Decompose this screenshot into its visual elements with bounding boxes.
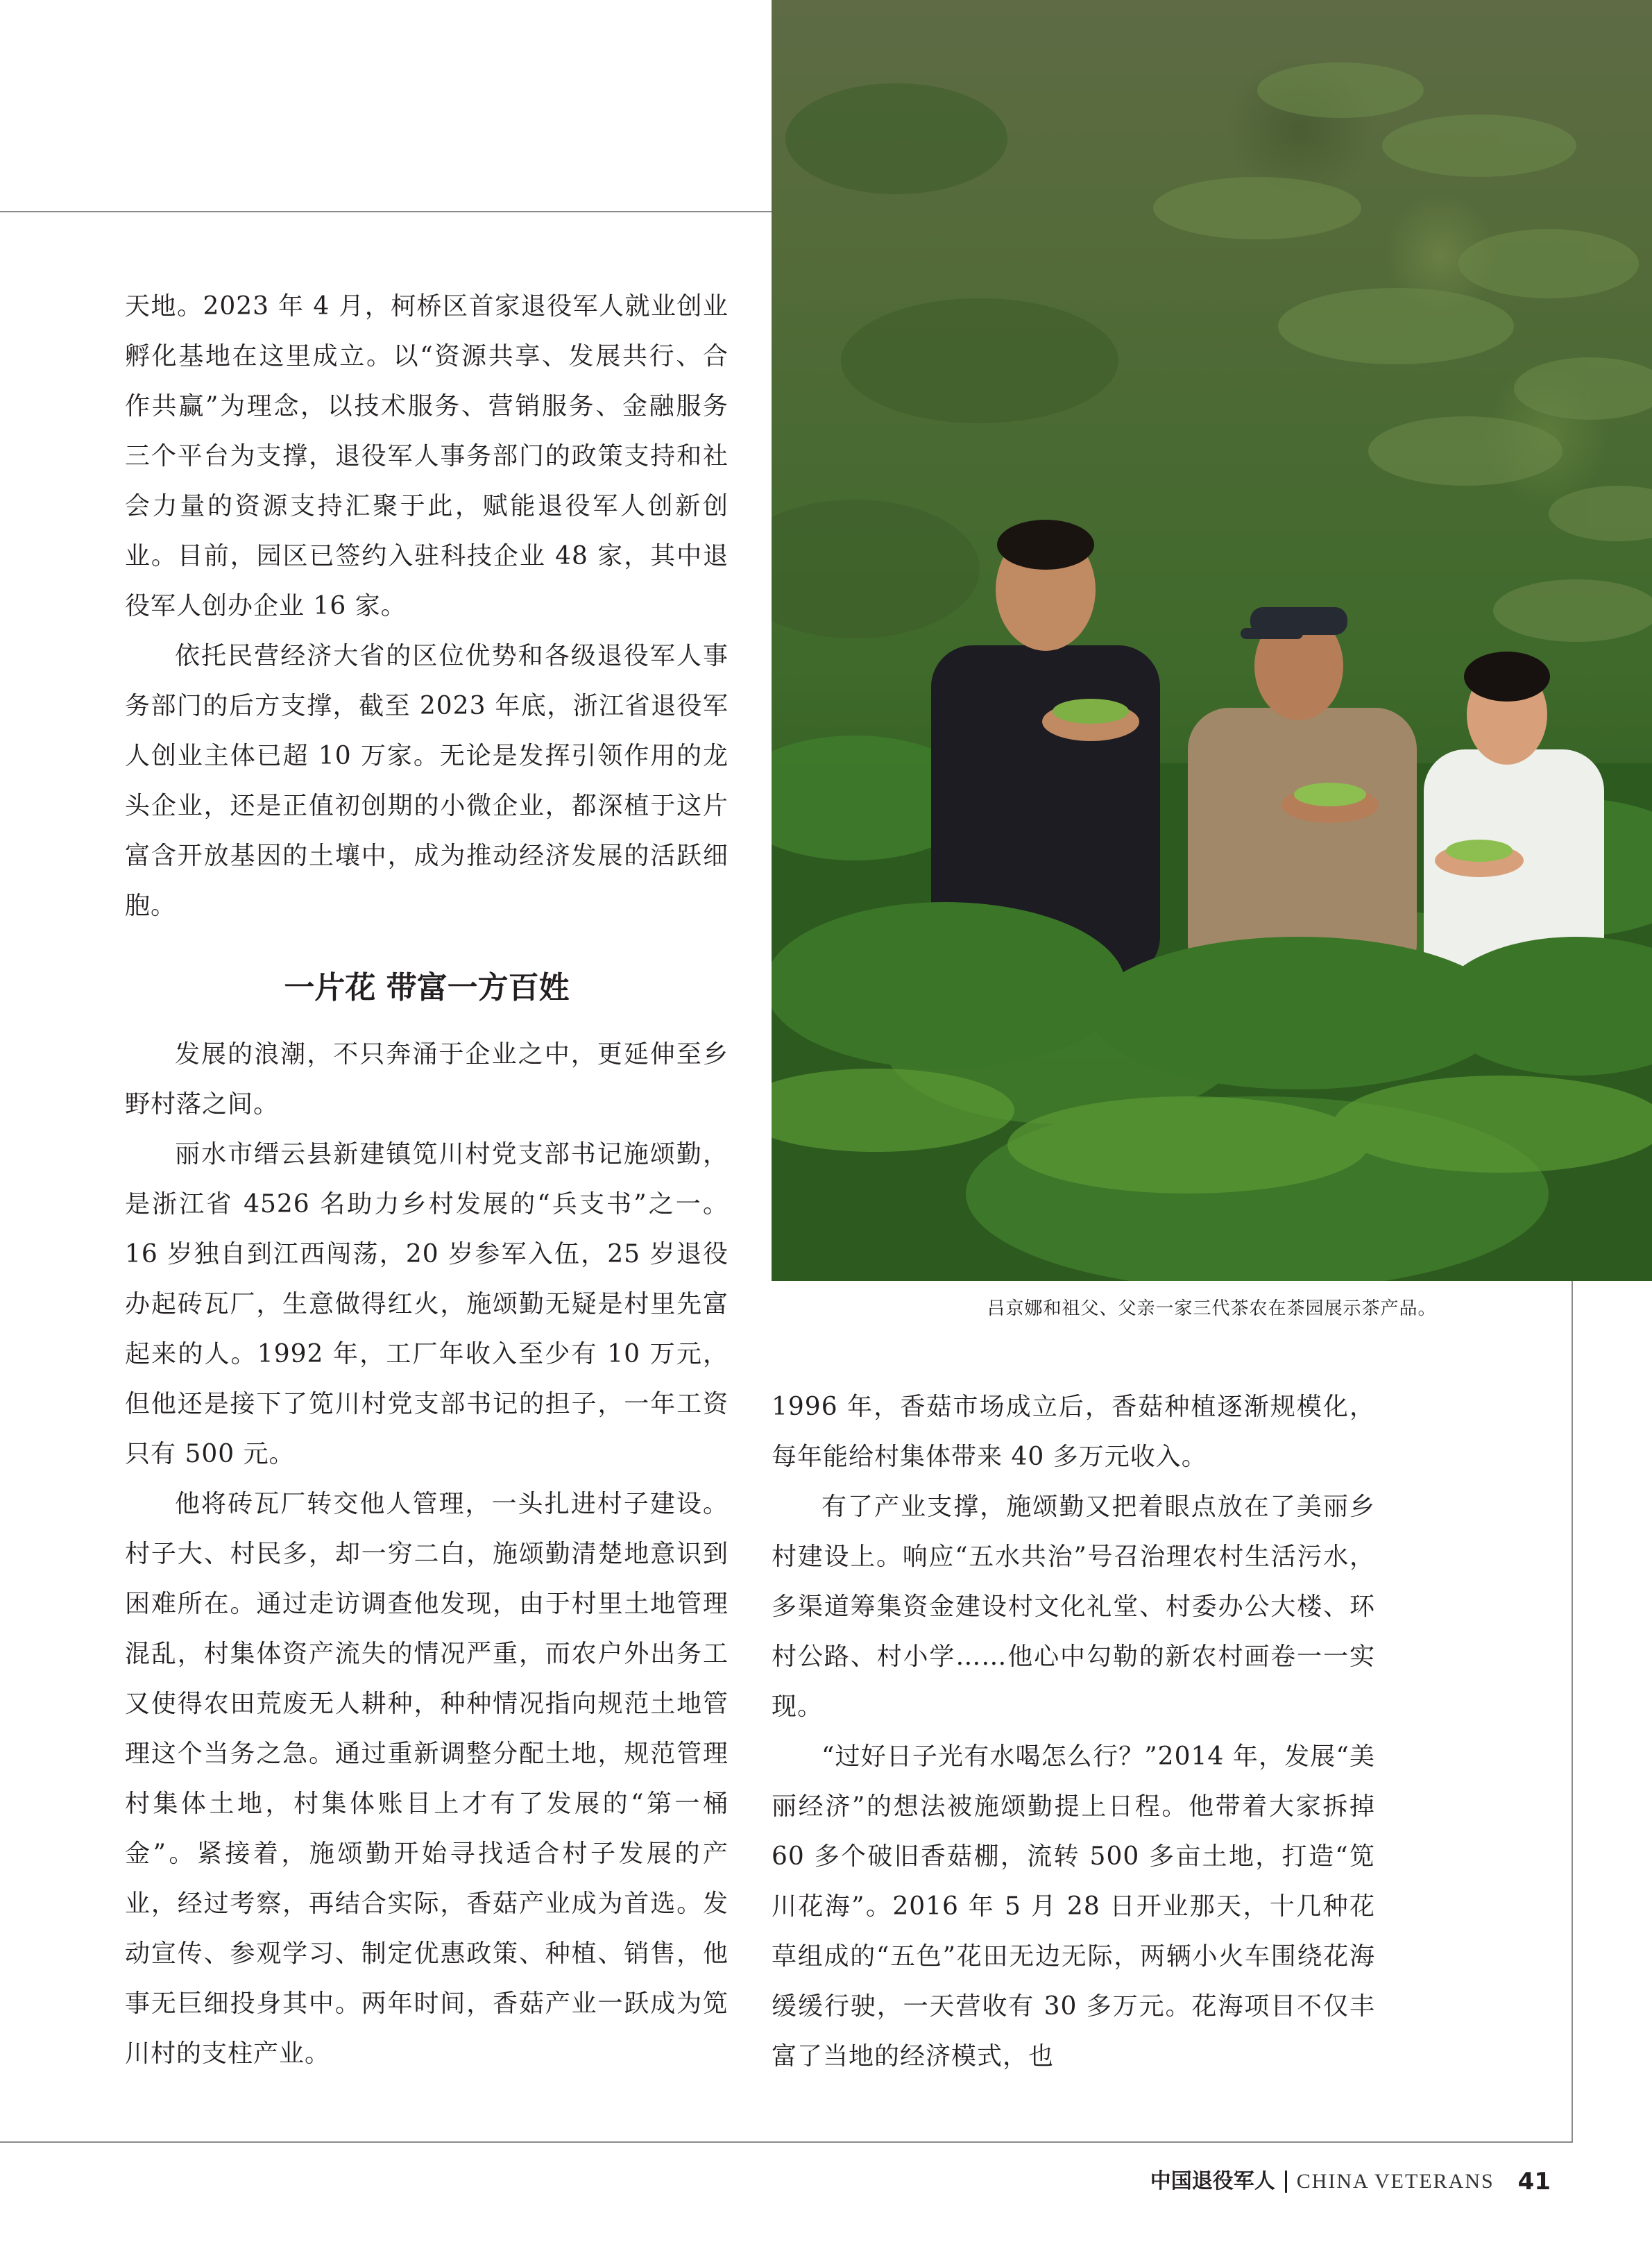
footer-separator: [1285, 2171, 1287, 2193]
paragraph: 有了产业支撑，施颂勤又把着眼点放在了美丽乡村建设上。响应“五水共治”号召治理农村生活污水，多渠道筹集资金建设村文化礼堂、村委办公大楼、环村公路、村小学……他心中勾勒的新农村画卷一一实现。: [772, 1493, 1375, 1721]
right-vertical-rule: [1572, 1281, 1573, 2141]
paragraph: 丽水市缙云县新建镇笕川村党支部书记施颂勤，是浙江省 4526 名助力乡村发展的“兵支书”之一。16 岁独自到江西闯荡，20 岁参军入伍，25 岁退役办起砖瓦厂，生意做得红火，施颂勤无疑是村里先富起来的人。1992 年，工厂年收入至少有 10 万元，但他还是接下了笕川村党支部书记的担子，一年工资只有 500 元。: [125, 1140, 729, 1468]
bottom-rule: [0, 2141, 1573, 2143]
section-heading: 一片花 带富一方百姓: [284, 970, 570, 1005]
paragraph: 依托民营经济大省的区位优势和各级退役军人事务部门的后方支撑，截至 2023 年底，浙江省退役军人创业主体已超 10 万家。无论是发挥引领作用的龙头企业，还是正值初创期的小微企业，都深植于这片富含开放基因的土壤中，成为推动经济发展的活跃细胞。: [125, 642, 729, 920]
photo-caption: 吕京娜和祖父、父亲一家三代茶农在茶园展示茶产品。: [987, 1298, 1437, 1319]
top-left-rule: [0, 211, 772, 212]
paragraph: 1996 年，香菇市场成立后，香菇种植逐渐规模化，每年能给村集体带来 40 多万元收入。: [772, 1393, 1375, 1471]
page-number: 41: [1517, 2168, 1551, 2196]
paragraph: 他将砖瓦厂转交他人管理，一头扎进村子建设。村子大、村民多，却一穷二白，施颂勤清楚地意识到困难所在。通过走访调查他发现，由于村里土地管理混乱，村集体资产流失的情况严重，而农户外出务工又使得农田荒废无人耕种，种种情况指向规范土地管理这个当务之急。通过重新调整分配土地，规范管理村集体土地，村集体账目上才有了发展的“第一桶金”。紧接着，施颂勤开始寻找适合村子发展的产业，经过考察，再结合实际，香菇产业成为首选。发动宣传、参观学习、制定优惠政策、种植、销售，他事无巨细投身其中。两年时间，香菇产业一跃成为笕川村的支柱产业。: [125, 1490, 729, 2068]
person-middle: [1188, 607, 1417, 985]
magazine-english-name: CHINA VETERANS: [1296, 2170, 1495, 2193]
left-column-top: [125, 282, 729, 931]
paragraph: “过好日子光有水喝怎么行？”2014 年，发展“美丽经济”的想法被施颂勤提上日程。他带着大家拆掉 60 多个破旧香菇棚，流转 500 多亩土地，打造“笕川花海”。2016 年 5 月 28 日开业那天，十几种花草组成的“五色”花田无边无际，两辆小火车围绕花海缓缓行驶，一天营收有 30 多万元。花海项目不仅丰富了当地的经济模式，也: [772, 1742, 1375, 2071]
left-column-bottom: [125, 1030, 729, 2079]
paragraph: 发展的浪潮，不只奔涌于企业之中，更延伸至乡野村落之间。: [125, 1040, 729, 1119]
right-column: [772, 1382, 1375, 2082]
page-footer: [1150, 2165, 1551, 2198]
paragraph: 天地。2023 年 4 月，柯桥区首家退役军人就业创业孵化基地在这里成立。以“资源共享、发展共行、合作共赢”为理念，以技术服务、营销服务、金融服务三个平台为支撑，退役军人事务部门的政策支持和社会力量的资源支持汇聚于此，赋能退役军人创新创业。目前，园区已签约入驻科技企业 48 家，其中退役军人创办企业 16 家。: [125, 292, 729, 620]
magazine-name: 中国退役军人: [1150, 2169, 1275, 2193]
photo-illustration: [772, 0, 1652, 1281]
tea-garden-photo: [772, 0, 1652, 1281]
